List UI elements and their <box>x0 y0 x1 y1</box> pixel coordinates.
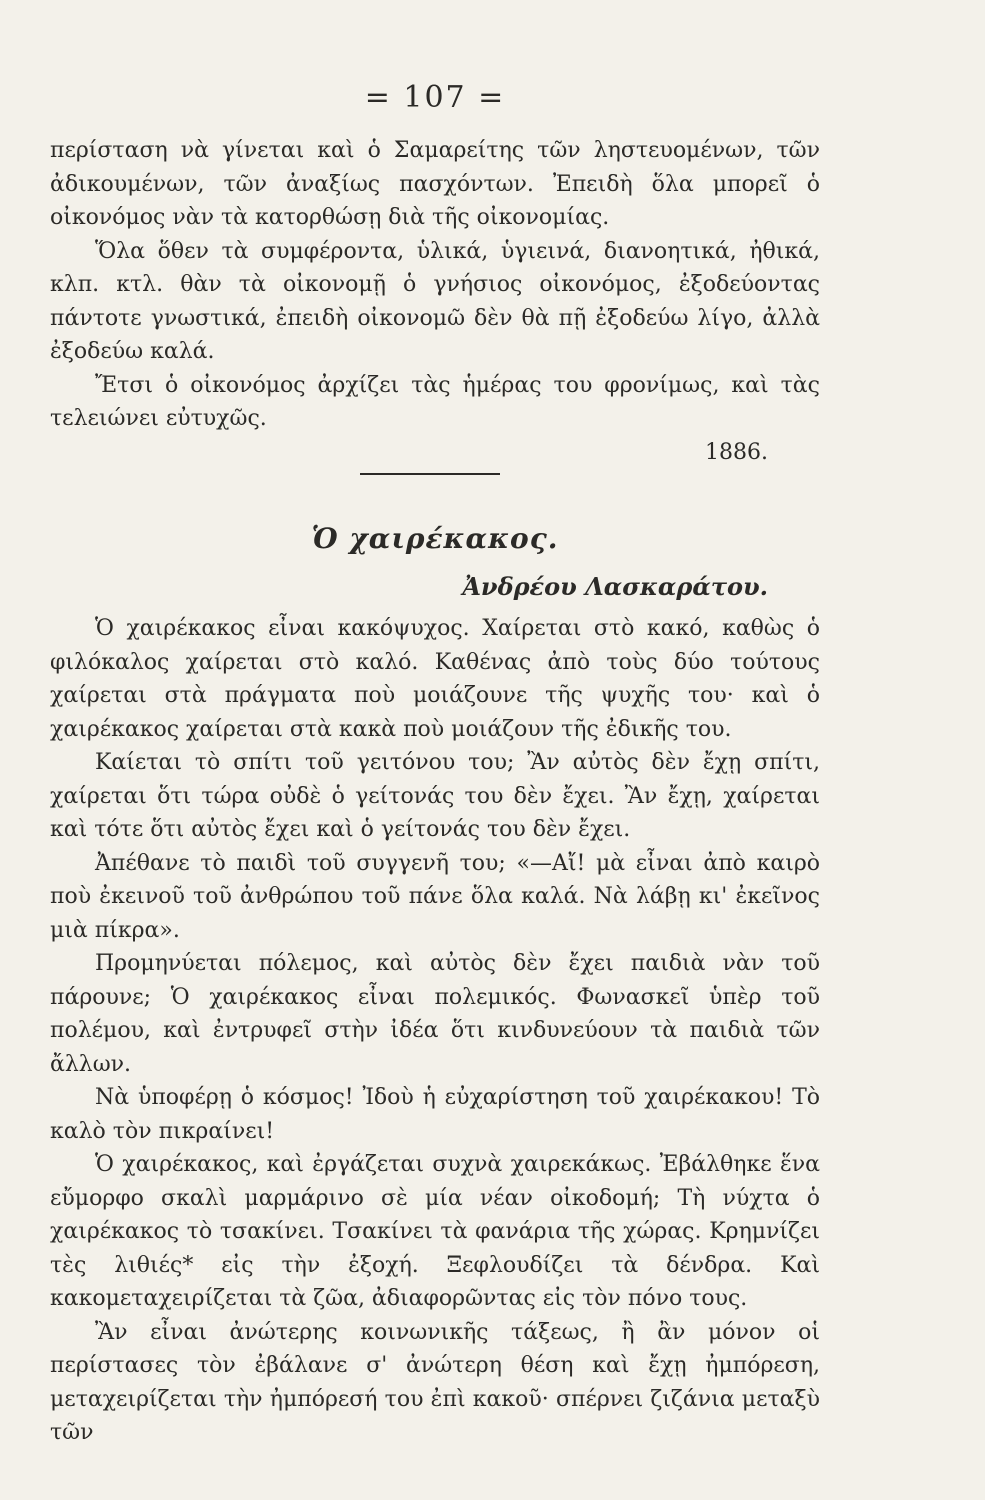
paragraph: περίσταση νὰ γίνεται καὶ ὁ Σαμαρείτης τῶν ληστευομένων, τῶν ἀδικουμένων, τῶν ἀναξίως πασχόντων. Ἐπειδὴ ὅλα μπορεῖ ὁ οἰκονόμος νὰν τὰ κατορθώσῃ διὰ τῆς οἰκονομίας. <box>50 138 820 230</box>
paragraph: Ὅλα ὅθεν τὰ συμφέροντα, ὑλικά, ὑγιεινά, διανοητικά, ἠθικά, κλπ. κτλ. θὰν τὰ οἰκονομῇ ὁ γνήσιος οἰκονόμος, ἐξοδεύοντας πάντοτε γνωστικά, ἐπειδὴ οἰκονομῶ δὲν θὰ πῇ ἐξοδεύω λίγο, ἀλλὰ ἐξοδεύω καλά. <box>50 238 820 364</box>
paragraph: Ἂν εἶναι ἀνώτερης κοινωνικῆς τάξεως, ἢ ἂν μόνον οἱ περίστασες τὸν ἐβάλανε σ' ἀνώτερη θέση καὶ ἔχῃ ἠμπόρεση, μεταχειρίζεται τὴν ἠμπόρεσή του ἐπὶ κακοῦ· σπέρνει ζιζάνια μεταξὺ τῶν <box>50 1319 820 1445</box>
chapter-title: Ὁ χαιρέκακος. <box>311 522 559 555</box>
paragraph: Ὁ χαιρέκακος, καὶ ἐργάζεται συχνὰ χαιρεκάκως. Ἐβάλθηκε ἕνα εὔμορφο σκαλὶ μαρμάρινο σὲ μία νέαν οἰκοδομή; Τὴ νύχτα ὁ χαιρέκακος τὸ τσακίνει. Τσακίνει τὰ φανάρια τῆς χώρας. Κρημνίζει τὲς λιθιές* εἰς τὴν ἐξοχή. Ξεφλουδίζει τὰ δένδρα. Καὶ κακομεταχειρίζεται τὰ ζῶα, ἀδιαφορῶντας εἰς τὸν πόνο τους. <box>50 1152 820 1311</box>
previous-chapter-ending <box>50 134 820 471</box>
date: 1886. <box>705 439 768 465</box>
paragraph: Ὁ χαιρέκακος εἶναι κακόψυχος. Χαίρεται στὸ κακό, καθὼς ὁ φιλόκαλος χαίρεται στὸ καλό. Καθένας ἀπὸ τοὺς δύο τούτους χαίρεται στὰ πράγματα ποὺ μοιάζουνε τῆς ψυχῆς του· καὶ ὁ χαιρέκακος χαίρεται στὰ κακὰ ποὺ μοιάζουν τῆς ἐδικῆς του. <box>50 616 820 742</box>
paragraph: Ἔτσι ὁ οἰκονόμος ἀρχίζει τὰς ἡμέρας του φρονίμως, καὶ τὰς τελειώνει εὐτυχῶς. <box>50 372 820 431</box>
paragraph: Προμηνύεται πόλεμος, καὶ αὐτὸς δὲν ἔχει παιδιὰ νὰν τοῦ πάρουνε; Ὁ χαιρέκακος εἶναι πολεμικός. Φωνασκεῖ ὑπὲρ τοῦ πολέμου, καὶ ἐντρυφεῖ στὴν ἰδέα ὅτι κινδυνεύουν τὰ παιδιὰ τῶν ἄλλων. <box>50 951 820 1077</box>
divider-rule <box>360 473 500 475</box>
paragraph: Ἀπέθανε τὸ παιδὶ τοῦ συγγενῆ του; «—Αἴ! μὰ εἶναι ἀπὸ καιρὸ ποὺ ἐκεινοῦ τοῦ ἀνθρώπου τοῦ πάνε ὅλα καλά. Νὰ λάβῃ κι' ἐκεῖνος μιὰ πίκρα». <box>50 850 820 943</box>
paragraph: Νὰ ὑποφέρῃ ὁ κόσμος! Ἰδοὺ ἡ εὐχαρίστηση τοῦ χαιρέκακου! Τὸ καλὸ τὸν πικραίνει! <box>50 1085 820 1144</box>
paragraph: Καίεται τὸ σπίτι τοῦ γειτόνου του; Ἂν αὐτὸς δὲν ἔχῃ σπίτι, χαίρεται ὅτι τώρα οὐδὲ ὁ γείτονάς του δὲν ἔχει. Ἂν ἔχῃ, χαίρεται καὶ τότε ὅτι αὐτὸς ἔχει καὶ ὁ γείτονάς του δὲν ἔχει. <box>50 750 820 842</box>
author-name: Ἀνδρέου Λασκαράτου. <box>462 572 768 601</box>
page-number: = 107 = <box>364 80 506 115</box>
chapter-body <box>50 612 820 1450</box>
book-page <box>50 80 820 1480</box>
